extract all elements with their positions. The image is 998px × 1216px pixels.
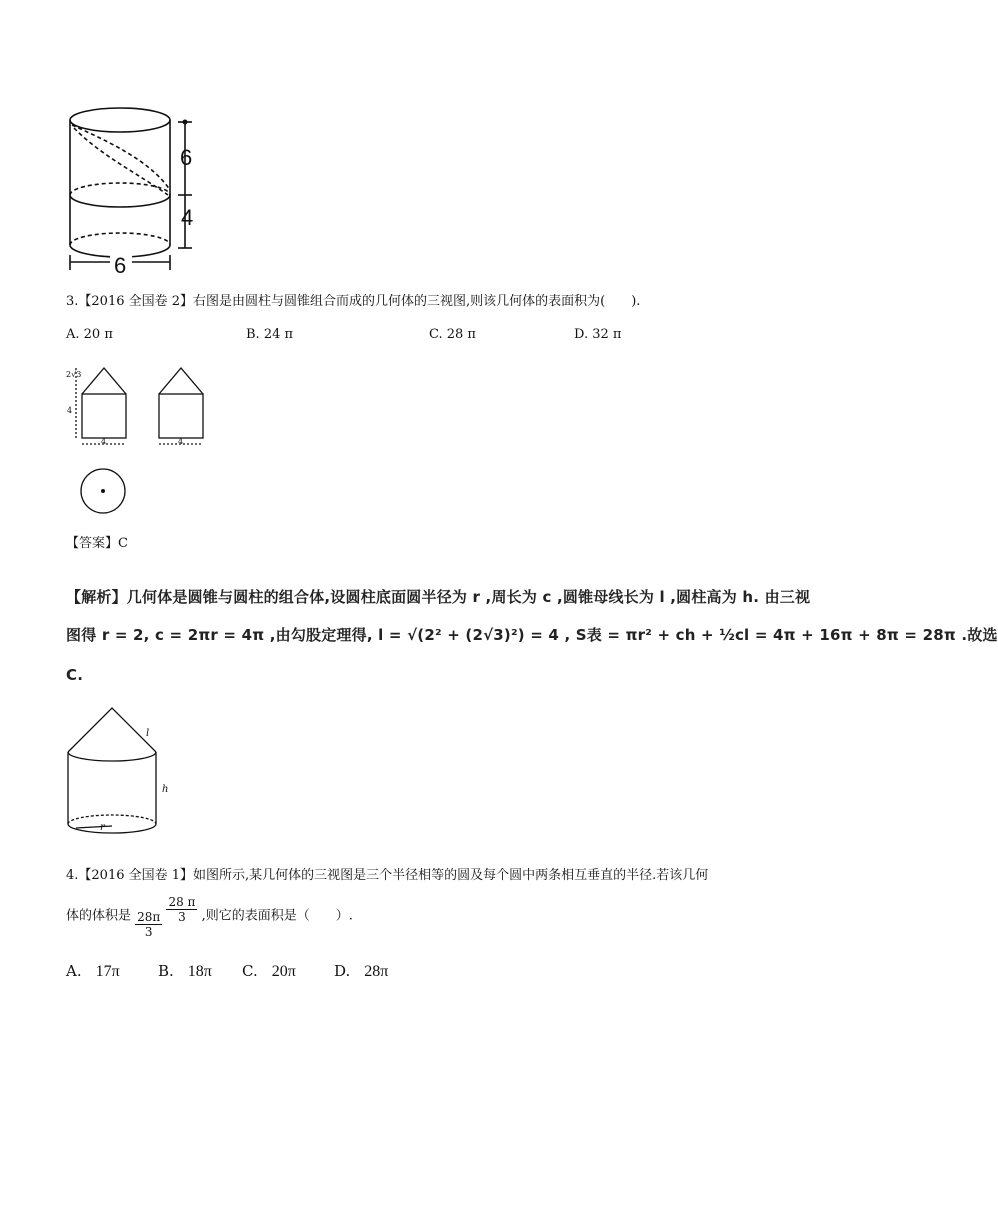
q3-option-c: C. 28 π	[429, 327, 476, 342]
q4-option-b	[158, 962, 212, 981]
q4-option-a-value: 17π	[95, 963, 120, 980]
q4-option-c-value: 20π	[271, 963, 296, 980]
answer-label: 【答案】C	[66, 536, 128, 551]
q4-option-c-letter: C.	[242, 962, 258, 980]
q4-frac2-num: 28 π	[168, 895, 196, 909]
fig2-dim-side: 4	[67, 406, 73, 415]
q4-option-a-letter: A.	[66, 962, 82, 980]
fig2-dim-cone: 2√3	[66, 370, 82, 379]
q4-fraction-volume	[135, 910, 162, 939]
figure-cone-cylinder	[64, 700, 184, 840]
q3-option-d: D. 32 π	[574, 327, 622, 342]
fig3-label-l: l	[146, 728, 150, 739]
q4-fraction-volume-alt	[166, 895, 197, 924]
q4-option-b-letter: B.	[158, 962, 174, 980]
question-4-stem-line-2	[66, 894, 353, 939]
q4-stem-post: ,则它的表面积是（ ）.	[201, 908, 353, 924]
q4-option-d-value: 28π	[364, 963, 389, 980]
q3-option-b: B. 24 π	[246, 327, 294, 342]
fig2-dim-base-2: 4	[178, 437, 184, 446]
figure-cylinder	[60, 100, 280, 280]
q3-option-a: A. 20 π	[66, 327, 113, 342]
q4-option-d-letter: D.	[334, 962, 351, 980]
dim-label-6-bottom: 6	[114, 253, 127, 278]
q4-option-a	[66, 962, 120, 981]
fig2-dim-base-1: 4	[101, 437, 107, 446]
q4-stem-pre: 体的体积是	[66, 908, 132, 924]
figure-three-views	[70, 360, 250, 520]
question-3-stem: 3.【2016 全国卷 2】右图是由圆柱与圆锥组合而成的几何体的三视图,则该几何体的表面积为( ).	[66, 294, 641, 309]
analysis-line-2: 图得 r = 2, c = 2πr = 4π ,由勾股定理得, l = √(2² + (2√3)²) = 4 , S表 = πr² + ch + ½cl = 4π + 16π + 8π = 28π .故选	[66, 626, 998, 644]
dim-label-6-top: 6	[180, 145, 193, 170]
analysis-line-1: 【解析】几何体是圆锥与圆柱的组合体,设圆柱底面圆半径为 r ,周长为 c ,圆锥母线长为 l ,圆柱高为 h. 由三视	[66, 588, 811, 606]
q4-option-d	[334, 962, 388, 981]
fig3-label-r: r	[100, 822, 105, 833]
analysis-line-3: C.	[66, 666, 84, 684]
dim-label-4: 4	[181, 205, 194, 230]
q4-option-c	[242, 962, 296, 981]
fig3-label-h: h	[162, 784, 169, 795]
q4-frac2-den: 3	[178, 910, 186, 924]
q4-frac1-num: 28π	[137, 910, 161, 924]
question-4-stem-line-1: 4.【2016 全国卷 1】如图所示,某几何体的三视图是三个半径相等的圆及每个圆中两条相互垂直的半径.若该几何	[66, 868, 709, 883]
q4-option-b-value: 18π	[187, 963, 212, 980]
q4-frac1-den: 3	[144, 925, 153, 939]
